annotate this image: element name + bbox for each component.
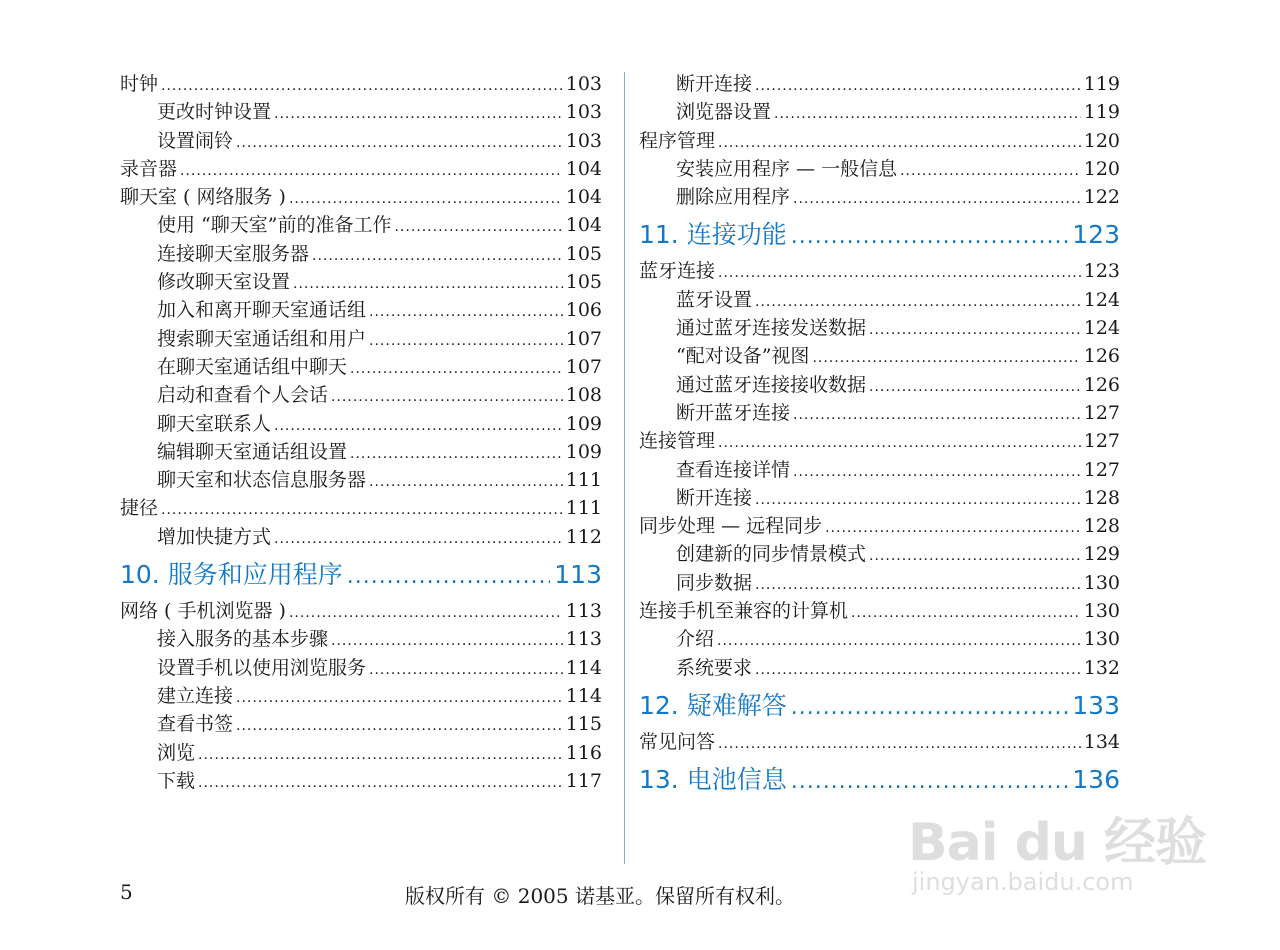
- toc-entry-page: 104: [565, 157, 602, 180]
- dot-leader: [900, 157, 1081, 185]
- dot-leader: [825, 514, 1081, 542]
- toc-entry-page: 126: [1083, 373, 1120, 396]
- dot-leader: [161, 496, 563, 524]
- toc-entry-page: 113: [554, 560, 602, 590]
- dot-leader: [369, 468, 563, 496]
- toc-entry-title: 断开连接: [676, 73, 753, 95]
- toc-entry-page: 136: [1072, 765, 1120, 795]
- toc-entry-sub: [120, 211, 602, 239]
- toc-entry-title: 程序管理: [639, 129, 716, 152]
- toc-entry-sub: [120, 127, 602, 155]
- toc-entry-page: 128: [1083, 515, 1120, 538]
- toc-entry-page: 127: [1083, 430, 1120, 453]
- dot-leader: [791, 215, 1069, 259]
- dot-leader: [274, 412, 563, 440]
- toc-entry-page: 104: [565, 186, 602, 209]
- toc-entry-sub: [639, 569, 1120, 597]
- toc-entry-title: 建立连接: [157, 684, 234, 707]
- toc-entry-title: 连接手机至兼容的计算机: [639, 600, 849, 623]
- toc-entry-title: 修改聊天室设置: [157, 271, 291, 294]
- toc-entry-section: [120, 70, 602, 98]
- toc-entry-title: 通过蓝牙连接接收数据: [676, 373, 867, 396]
- toc-entry-title: 删除应用程序: [676, 186, 791, 209]
- dot-leader: [293, 270, 563, 298]
- toc-entry-sub: [120, 767, 602, 795]
- toc-entry-title: 连接聊天室服务器: [157, 242, 310, 265]
- footer-copyright: 版权所有 © 2005 诺基亚。保留所有权利。: [405, 884, 795, 908]
- toc-entry-title: 蓝牙连接: [639, 260, 716, 283]
- toc-entry-page: 115: [565, 713, 602, 736]
- toc-entry-title: 使用 “聊天室”前的准备工作: [157, 214, 392, 237]
- toc-entry-sub: [639, 286, 1120, 314]
- toc-entry-title: 常见问答: [639, 730, 716, 753]
- toc-entry-page: 122: [1083, 186, 1120, 209]
- dot-leader: [289, 599, 563, 627]
- toc-entry-page: 103: [565, 129, 602, 152]
- dot-leader: [774, 100, 1081, 128]
- toc-entry-sub: [120, 625, 602, 653]
- dot-leader: [274, 525, 563, 553]
- dot-leader: [755, 288, 1081, 316]
- dot-leader: [289, 185, 563, 213]
- dot-leader: [755, 571, 1081, 599]
- toc-entry-page: 105: [565, 271, 602, 294]
- toc-entry-page: 103: [565, 101, 602, 124]
- toc-entry-title: 更改时钟设置: [157, 101, 272, 124]
- toc-entry-section: [639, 427, 1120, 455]
- dot-leader: [718, 259, 1081, 287]
- toc-entry-sub: [120, 523, 602, 551]
- toc-entry-page: 105: [565, 242, 602, 265]
- toc-entry-page: 130: [1083, 571, 1120, 594]
- toc-entry-page: 124: [1083, 288, 1120, 311]
- toc-entry-section: [639, 127, 1120, 155]
- toc-entry-page: 130: [1083, 600, 1120, 623]
- toc-entry-page: 127: [1083, 401, 1120, 424]
- dot-leader: [869, 542, 1081, 570]
- toc-entry-title: 蓝牙设置: [676, 288, 753, 311]
- toc-entry-page: 112: [565, 525, 602, 548]
- toc-entry-page: 106: [565, 299, 602, 322]
- dot-leader: [718, 129, 1081, 157]
- toc-entry-sub: [120, 98, 602, 126]
- toc-entry-section: [120, 183, 602, 211]
- toc-entry-page: 113: [565, 600, 602, 623]
- toc-entry-sub: [639, 155, 1120, 183]
- toc-entry-title: “配对设备”视图: [676, 345, 810, 368]
- toc-entry-title: 下载: [157, 769, 196, 792]
- toc-entry-sub: [639, 98, 1120, 126]
- dot-leader: [718, 730, 1081, 758]
- toc-entry-title: 增加快捷方式: [157, 525, 272, 548]
- dot-leader: [312, 242, 563, 270]
- toc-entry-title: 浏览器设置: [676, 101, 772, 124]
- toc-entry-page: 126: [1083, 345, 1120, 368]
- watermark-url: jingyan.baidu.com: [912, 868, 1134, 896]
- footer-page-number: 5: [120, 880, 133, 904]
- toc-entry-page: 107: [565, 355, 602, 378]
- dot-leader: [369, 298, 563, 326]
- toc-entry-title: 13. 电池信息: [639, 765, 787, 795]
- toc-entry-title: 同步处理 — 远程同步: [639, 515, 823, 538]
- toc-entry-title: 聊天室和状态信息服务器: [157, 469, 367, 492]
- toc-entry-page: 128: [1083, 486, 1120, 509]
- toc-entry-section: [120, 597, 602, 625]
- toc-entry-chapter: [639, 213, 1120, 257]
- dot-leader: [180, 157, 563, 185]
- toc-entry-page: 123: [1083, 260, 1120, 283]
- toc-entry-page: 109: [565, 440, 602, 463]
- dot-leader: [198, 741, 563, 769]
- toc-entry-sub: [639, 456, 1120, 484]
- toc-entry-title: 介绍: [676, 628, 715, 651]
- toc-entry-title: 设置闹铃: [157, 129, 234, 152]
- toc-entry-sub: [120, 381, 602, 409]
- toc-entry-sub: [639, 399, 1120, 427]
- toc-entry-page: 108: [565, 384, 602, 407]
- toc-entry-sub: [120, 466, 602, 494]
- dot-leader: [369, 656, 563, 684]
- toc-entry-title: 捷径: [120, 497, 159, 520]
- toc-entry-title: 安装应用程序 — 一般信息: [676, 157, 898, 180]
- toc-entry-page: 123: [1072, 220, 1120, 250]
- toc-entry-title: 创建新的同步情景模式: [676, 543, 867, 566]
- toc-entry-sub: [120, 268, 602, 296]
- toc-entry-title: 启动和查看个人会话: [157, 384, 329, 407]
- toc-entry-title: 10. 服务和应用程序: [120, 560, 343, 590]
- dot-leader: [350, 355, 563, 383]
- toc-entry-sub: [120, 353, 602, 381]
- toc-entry-page: 111: [565, 469, 602, 492]
- dot-leader: [236, 684, 563, 712]
- watermark-brand: Bai du 经验: [908, 813, 1206, 873]
- toc-entry-sub: [639, 371, 1120, 399]
- toc-entry-page: 129: [1083, 543, 1120, 566]
- toc-entry-section: [639, 597, 1120, 625]
- toc-entry-sub: [639, 540, 1120, 568]
- dot-leader: [161, 72, 563, 100]
- toc-entry-sub: [120, 240, 602, 268]
- toc-entry-page: 119: [1083, 73, 1120, 95]
- dot-leader: [812, 344, 1080, 372]
- dot-leader: [394, 213, 562, 241]
- toc-entry-page: 119: [1083, 101, 1120, 124]
- dot-leader: [236, 712, 563, 740]
- toc-entry-title: 在聊天室通话组中聊天: [157, 355, 348, 378]
- toc-entry-sub: [120, 438, 602, 466]
- toc-entry-title: 设置手机以使用浏览服务: [157, 656, 367, 679]
- toc-entry-page: 124: [1083, 317, 1120, 340]
- toc-entry-sub: [120, 410, 602, 438]
- toc-entry-title: 断开连接: [676, 486, 753, 509]
- toc-entry-page: 116: [565, 741, 602, 764]
- dot-leader: [755, 486, 1081, 514]
- toc-entry-page: 133: [1072, 690, 1120, 720]
- dot-leader: [236, 129, 563, 157]
- toc-entry-section: [639, 512, 1120, 540]
- dot-leader: [347, 555, 551, 599]
- toc-entry-sub: [639, 342, 1120, 370]
- toc-entry-title: 接入服务的基本步骤: [157, 628, 329, 651]
- toc-entry-page: 120: [1083, 129, 1120, 152]
- toc-entry-sub: [120, 710, 602, 738]
- toc-entry-page: 127: [1083, 458, 1120, 481]
- toc-entry-title: 系统要求: [676, 656, 753, 679]
- toc-entry-sub: [639, 70, 1120, 98]
- toc-entry-title: 连接管理: [639, 430, 716, 453]
- dot-leader: [755, 72, 1081, 100]
- toc-entry-title: 查看连接详情: [676, 458, 791, 481]
- toc-entry-sub: [120, 296, 602, 324]
- toc-entry-section: [639, 728, 1120, 756]
- dot-leader: [793, 401, 1081, 429]
- toc-entry-sub: [120, 739, 602, 767]
- toc-entry-page: 109: [565, 412, 602, 435]
- toc-left-column: [120, 70, 602, 795]
- toc-entry-sub: [120, 325, 602, 353]
- toc-entry-title: 查看书签: [157, 713, 234, 736]
- toc-entry-title: 加入和离开聊天室通话组: [157, 299, 367, 322]
- dot-leader: [791, 760, 1069, 804]
- dot-leader: [869, 316, 1081, 344]
- toc-entry-title: 搜索聊天室通话组和用户: [157, 327, 367, 350]
- toc-entry-page: 103: [565, 73, 602, 95]
- toc-entry-chapter: [639, 684, 1120, 728]
- dot-leader: [350, 440, 563, 468]
- toc-entry-title: 时钟: [120, 73, 159, 95]
- toc-right-column: [639, 70, 1120, 802]
- toc-entry-section: [120, 494, 602, 522]
- toc-entry-page: 132: [1083, 656, 1120, 679]
- toc-entry-page: 113: [565, 628, 602, 651]
- toc-entry-chapter: [120, 553, 602, 597]
- toc-entry-page: 120: [1083, 157, 1120, 180]
- dot-leader: [331, 383, 563, 411]
- dot-leader: [851, 599, 1081, 627]
- toc-entry-title: 网络 ( 手机浏览器 ): [120, 600, 286, 623]
- toc-entry-page: 104: [565, 214, 602, 237]
- toc-entry-sub: [120, 654, 602, 682]
- toc-entry-section: [120, 155, 602, 183]
- dot-leader: [793, 458, 1081, 486]
- toc-entry-title: 通过蓝牙连接发送数据: [676, 317, 867, 340]
- toc-entry-sub: [639, 654, 1120, 682]
- dot-leader: [793, 185, 1081, 213]
- toc-entry-page: 111: [565, 497, 602, 520]
- toc-entry-title: 录音器: [120, 157, 178, 180]
- toc-entry-page: 134: [1083, 730, 1120, 753]
- toc-entry-title: 12. 疑难解答: [639, 690, 787, 720]
- toc-entry-title: 编辑聊天室通话组设置: [157, 440, 348, 463]
- dot-leader: [331, 627, 563, 655]
- toc-entry-title: 聊天室联系人: [157, 412, 272, 435]
- toc-entry-section: [639, 257, 1120, 285]
- toc-entry-title: 11. 连接功能: [639, 220, 787, 250]
- dot-leader: [791, 686, 1069, 730]
- toc-entry-sub: [639, 183, 1120, 211]
- toc-entry-page: 114: [565, 656, 602, 679]
- toc-entry-page: 114: [565, 684, 602, 707]
- toc-entry-sub: [639, 625, 1120, 653]
- dot-leader: [717, 627, 1081, 655]
- toc-entry-title: 断开蓝牙连接: [676, 401, 791, 424]
- dot-leader: [755, 656, 1081, 684]
- toc-entry-title: 同步数据: [676, 571, 753, 594]
- toc-entry-page: 117: [565, 769, 602, 792]
- toc-entry-sub: [120, 682, 602, 710]
- dot-leader: [718, 429, 1081, 457]
- dot-leader: [274, 100, 563, 128]
- toc-entry-sub: [639, 484, 1120, 512]
- toc-entry-page: 130: [1083, 628, 1120, 651]
- toc-entry-chapter: [639, 758, 1120, 802]
- toc-entry-page: 107: [565, 327, 602, 350]
- dot-leader: [198, 769, 563, 797]
- column-divider: [624, 72, 625, 864]
- dot-leader: [869, 373, 1081, 401]
- dot-leader: [369, 327, 563, 355]
- toc-entry-sub: [639, 314, 1120, 342]
- toc-entry-title: 聊天室 ( 网络服务 ): [120, 186, 286, 209]
- toc-entry-title: 浏览: [157, 741, 196, 764]
